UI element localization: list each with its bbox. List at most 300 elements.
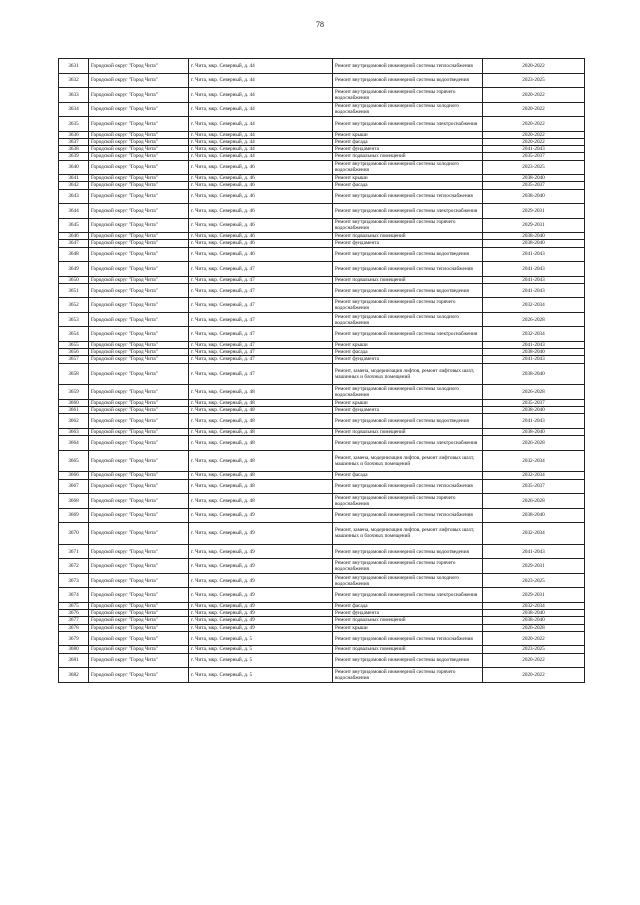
table-row <box>59 189 585 204</box>
row-number: 3661 <box>59 407 89 414</box>
table-row <box>59 588 585 603</box>
row-work: Ремонт подвальных помещений <box>333 646 483 653</box>
row-work: Ремонт внутридомовой инженерной системы горячего водоснабжения <box>333 298 483 313</box>
table-row <box>59 385 585 400</box>
row-work: Ремонт внутридомовой инженерной системы холодного водоснабжения <box>333 160 483 175</box>
row-district: Городской округ "Город Чита" <box>89 204 189 219</box>
row-period: 2032-2034 <box>483 298 585 313</box>
row-district: Городской округ "Город Чита" <box>89 247 189 262</box>
row-work: Ремонт фасада <box>333 138 483 145</box>
row-work: Ремонт внутридомовой инженерной системы водоотведения <box>333 414 483 429</box>
row-address: г. Чита, мкр. Северный, д. 49 <box>189 624 333 631</box>
row-period: 2032-2034 <box>483 523 585 545</box>
row-address: г. Чита, мкр. Северный, д. 48 <box>189 450 333 472</box>
row-work: Ремонт подвальных помещений <box>333 276 483 283</box>
row-address: г. Чита, мкр. Северный, д. 47 <box>189 262 333 277</box>
row-number: 3655 <box>59 341 89 348</box>
row-period: 2038-2040 <box>483 617 585 624</box>
row-address: г. Чита, мкр. Северный, д. 44 <box>189 131 333 138</box>
row-address: г. Чита, мкр. Северный, д. 49 <box>189 602 333 609</box>
row-address: г. Чита, мкр. Северный, д. 47 <box>189 298 333 313</box>
row-period: 2041-2043 <box>483 341 585 348</box>
row-work: Ремонт внутридомовой инженерной системы теплоснабжения <box>333 262 483 277</box>
row-number: 3663 <box>59 428 89 435</box>
row-period: 2038-2040 <box>483 407 585 414</box>
row-address: г. Чита, мкр. Северный, д. 44 <box>189 153 333 160</box>
row-district: Городской округ "Город Чита" <box>89 146 189 153</box>
table-row <box>59 175 585 182</box>
row-address: г. Чита, мкр. Северный, д. 5 <box>189 668 333 683</box>
row-work: Ремонт внутридомовой инженерной системы горячего водоснабжения <box>333 559 483 574</box>
table-row <box>59 298 585 313</box>
row-address: г. Чита, мкр. Северный, д. 46 <box>189 175 333 182</box>
row-work: Ремонт внутридомовой инженерной системы электроснабжения <box>333 204 483 219</box>
row-district: Городской округ "Город Чита" <box>89 653 189 668</box>
row-work: Ремонт, замена, модернизация лифтов, ремонт лифтовых шахт, машинных и блочных помещений <box>333 363 483 385</box>
row-district: Городской округ "Город Чита" <box>89 262 189 277</box>
row-work: Ремонт внутридомовой инженерной системы горячего водоснабжения <box>333 494 483 509</box>
table-row <box>59 160 585 175</box>
row-number: 3641 <box>59 175 89 182</box>
row-work: Ремонт фасада <box>333 602 483 609</box>
row-period: 2032-2034 <box>483 327 585 342</box>
row-period: 2029-2031 <box>483 588 585 603</box>
table-row <box>59 247 585 262</box>
row-work: Ремонт внутридомовой инженерной системы электроснабжения <box>333 588 483 603</box>
row-work: Ремонт внутридомовой инженерной системы электроснабжения <box>333 117 483 132</box>
repair-schedule-table <box>58 58 585 683</box>
table-row <box>59 494 585 509</box>
row-number: 3675 <box>59 602 89 609</box>
table-row <box>59 131 585 138</box>
row-number: 3649 <box>59 262 89 277</box>
row-period: 2038-2040 <box>483 233 585 240</box>
row-number: 3660 <box>59 399 89 406</box>
row-district: Городской округ "Город Чита" <box>89 472 189 479</box>
row-work: Ремонт внутридомовой инженерной системы холодного водоснабжения <box>333 573 483 588</box>
row-period: 2032-2034 <box>483 602 585 609</box>
row-number: 3680 <box>59 646 89 653</box>
row-period: 2041-2043 <box>483 262 585 277</box>
row-number: 3644 <box>59 204 89 219</box>
row-address: г. Чита, мкр. Северный, д. 49 <box>189 508 333 523</box>
row-period: 2023-2025 <box>483 73 585 88</box>
page-number: 78 <box>316 20 324 29</box>
row-number: 3659 <box>59 385 89 400</box>
row-address: г. Чита, мкр. Северный, д. 46 <box>189 204 333 219</box>
table-row <box>59 399 585 406</box>
row-period: 2038-2040 <box>483 428 585 435</box>
row-work: Ремонт фасада <box>333 182 483 189</box>
row-period: 2026-2028 <box>483 312 585 327</box>
row-address: г. Чита, мкр. Северный, д. 48 <box>189 414 333 429</box>
row-work: Ремонт внутридомовой инженерной системы водоотведения <box>333 653 483 668</box>
row-district: Городской округ "Город Чита" <box>89 668 189 683</box>
row-address: г. Чита, мкр. Северный, д. 46 <box>189 218 333 233</box>
row-number: 3665 <box>59 450 89 472</box>
row-work: Ремонт внутридомовой инженерной системы электроснабжения <box>333 327 483 342</box>
table-row <box>59 349 585 356</box>
table-row <box>59 276 585 283</box>
row-number: 3648 <box>59 247 89 262</box>
row-number: 3639 <box>59 153 89 160</box>
row-work: Ремонт внутридомовой инженерной системы теплоснабжения <box>333 508 483 523</box>
row-period: 2038-2040 <box>483 363 585 385</box>
row-district: Городской округ "Город Чита" <box>89 363 189 385</box>
row-address: г. Чита, мкр. Северный, д. 49 <box>189 573 333 588</box>
row-number: 3674 <box>59 588 89 603</box>
row-number: 3640 <box>59 160 89 175</box>
row-address: г. Чита, мкр. Северный, д. 46 <box>189 240 333 247</box>
row-number: 3673 <box>59 573 89 588</box>
table-row <box>59 73 585 88</box>
row-period: 2026-2028 <box>483 436 585 451</box>
row-district: Городской округ "Город Чита" <box>89 153 189 160</box>
row-period: 2020-2022 <box>483 631 585 646</box>
table-row <box>59 327 585 342</box>
row-address: г. Чита, мкр. Северный, д. 47 <box>189 356 333 363</box>
row-number: 3667 <box>59 479 89 494</box>
row-period: 2020-2022 <box>483 88 585 103</box>
table-row <box>59 668 585 683</box>
table-row <box>59 240 585 247</box>
table-row <box>59 414 585 429</box>
row-address: г. Чита, мкр. Северный, д. 46 <box>189 160 333 175</box>
row-period: 2020-2022 <box>483 131 585 138</box>
row-period: 2041-2043 <box>483 276 585 283</box>
row-number: 3631 <box>59 59 89 74</box>
row-work: Ремонт подвальных помещений <box>333 233 483 240</box>
row-district: Городской округ "Город Чита" <box>89 160 189 175</box>
row-number: 3662 <box>59 414 89 429</box>
table-row <box>59 610 585 617</box>
row-district: Городской округ "Город Чита" <box>89 283 189 298</box>
row-number: 3658 <box>59 363 89 385</box>
row-period: 2041-2043 <box>483 356 585 363</box>
row-district: Городской округ "Город Чита" <box>89 312 189 327</box>
table-row <box>59 602 585 609</box>
row-period: 2029-2031 <box>483 559 585 574</box>
row-work: Ремонт внутридомовой инженерной системы водоотведения <box>333 73 483 88</box>
table-row <box>59 312 585 327</box>
row-period: 2038-2040 <box>483 508 585 523</box>
row-district: Городской округ "Город Чита" <box>89 341 189 348</box>
row-number: 3646 <box>59 233 89 240</box>
row-work: Ремонт внутридомовой инженерной системы холодного водоснабжения <box>333 312 483 327</box>
row-period: 2041-2043 <box>483 544 585 559</box>
table-row <box>59 356 585 363</box>
row-district: Городской округ "Город Чита" <box>89 298 189 313</box>
row-number: 3669 <box>59 508 89 523</box>
table-row <box>59 508 585 523</box>
row-address: г. Чита, мкр. Северный, д. 49 <box>189 617 333 624</box>
row-address: г. Чита, мкр. Северный, д. 44 <box>189 102 333 117</box>
row-address: г. Чита, мкр. Северный, д. 46 <box>189 182 333 189</box>
row-number: 3681 <box>59 653 89 668</box>
row-number: 3645 <box>59 218 89 233</box>
table-row <box>59 102 585 117</box>
row-work: Ремонт фундамента <box>333 146 483 153</box>
table-row <box>59 631 585 646</box>
row-number: 3679 <box>59 631 89 646</box>
row-address: г. Чита, мкр. Северный, д. 44 <box>189 73 333 88</box>
row-address: г. Чита, мкр. Северный, д. 44 <box>189 117 333 132</box>
row-number: 3642 <box>59 182 89 189</box>
row-address: г. Чита, мкр. Северный, д. 46 <box>189 247 333 262</box>
row-address: г. Чита, мкр. Северный, д. 49 <box>189 544 333 559</box>
row-district: Городской округ "Город Чита" <box>89 182 189 189</box>
row-address: г. Чита, мкр. Северный, д. 48 <box>189 479 333 494</box>
row-period: 2029-2031 <box>483 218 585 233</box>
table-row <box>59 573 585 588</box>
table-row <box>59 262 585 277</box>
table-row <box>59 283 585 298</box>
row-work: Ремонт фундамента <box>333 240 483 247</box>
row-address: г. Чита, мкр. Северный, д. 47 <box>189 312 333 327</box>
row-number: 3652 <box>59 298 89 313</box>
row-address: г. Чита, мкр. Северный, д. 47 <box>189 327 333 342</box>
row-district: Городской округ "Город Чита" <box>89 617 189 624</box>
row-period: 2038-2040 <box>483 349 585 356</box>
row-number: 3668 <box>59 494 89 509</box>
row-number: 3653 <box>59 312 89 327</box>
row-district: Городской округ "Город Чита" <box>89 428 189 435</box>
row-address: г. Чита, мкр. Северный, д. 47 <box>189 349 333 356</box>
row-period: 2023-2025 <box>483 573 585 588</box>
row-number: 3638 <box>59 146 89 153</box>
row-address: г. Чита, мкр. Северный, д. 47 <box>189 283 333 298</box>
table-row <box>59 138 585 145</box>
row-address: г. Чита, мкр. Северный, д. 48 <box>189 436 333 451</box>
table-row <box>59 472 585 479</box>
table-row <box>59 617 585 624</box>
row-work: Ремонт внутридомовой инженерной системы электроснабжения <box>333 436 483 451</box>
row-number: 3633 <box>59 88 89 103</box>
row-address: г. Чита, мкр. Северный, д. 44 <box>189 59 333 74</box>
table-row <box>59 407 585 414</box>
table-row <box>59 544 585 559</box>
row-district: Городской округ "Город Чита" <box>89 450 189 472</box>
table-row <box>59 182 585 189</box>
row-work: Ремонт внутридомовой инженерной системы водоотведения <box>333 247 483 262</box>
row-work: Ремонт фундамента <box>333 610 483 617</box>
row-period: 2038-2040 <box>483 175 585 182</box>
row-period: 2020-2022 <box>483 138 585 145</box>
row-address: г. Чита, мкр. Северный, д. 46 <box>189 189 333 204</box>
row-work: Ремонт, замена, модернизация лифтов, ремонт лифтовых шахт, машинных и блочных помещений <box>333 450 483 472</box>
row-district: Городской округ "Город Чита" <box>89 399 189 406</box>
row-district: Городской округ "Город Чита" <box>89 102 189 117</box>
table-row <box>59 479 585 494</box>
row-address: г. Чита, мкр. Северный, д. 44 <box>189 146 333 153</box>
row-number: 3670 <box>59 523 89 545</box>
table-row <box>59 117 585 132</box>
row-period: 2041-2043 <box>483 414 585 429</box>
row-district: Городской округ "Город Чита" <box>89 240 189 247</box>
row-address: г. Чита, мкр. Северный, д. 47 <box>189 341 333 348</box>
row-address: г. Чита, мкр. Северный, д. 47 <box>189 276 333 283</box>
row-district: Городской округ "Город Чита" <box>89 414 189 429</box>
row-number: 3635 <box>59 117 89 132</box>
row-district: Городской округ "Город Чита" <box>89 407 189 414</box>
row-district: Городской округ "Город Чита" <box>89 624 189 631</box>
row-work: Ремонт внутридомовой инженерной системы водоотведения <box>333 283 483 298</box>
row-number: 3672 <box>59 559 89 574</box>
table-row <box>59 523 585 545</box>
row-address: г. Чита, мкр. Северный, д. 49 <box>189 588 333 603</box>
row-work: Ремонт фасада <box>333 349 483 356</box>
row-district: Городской округ "Город Чита" <box>89 631 189 646</box>
row-work: Ремонт крыши <box>333 341 483 348</box>
row-work: Ремонт внутридомовой инженерной системы водоотведения <box>333 544 483 559</box>
row-work: Ремонт внутридомовой инженерной системы теплоснабжения <box>333 59 483 74</box>
row-work: Ремонт фундамента <box>333 356 483 363</box>
row-work: Ремонт внутридомовой инженерной системы теплоснабжения <box>333 189 483 204</box>
row-district: Городской округ "Город Чита" <box>89 73 189 88</box>
row-period: 2020-2022 <box>483 653 585 668</box>
row-period: 2020-2022 <box>483 102 585 117</box>
row-address: г. Чита, мкр. Северный, д. 48 <box>189 472 333 479</box>
row-number: 3634 <box>59 102 89 117</box>
row-district: Городской округ "Город Чита" <box>89 544 189 559</box>
row-period: 2035-2037 <box>483 182 585 189</box>
row-work: Ремонт подвальных помещений <box>333 428 483 435</box>
row-number: 3656 <box>59 349 89 356</box>
row-period: 2020-2022 <box>483 117 585 132</box>
row-number: 3643 <box>59 189 89 204</box>
row-period: 2020-2022 <box>483 668 585 683</box>
row-district: Городской округ "Город Чита" <box>89 138 189 145</box>
row-number: 3637 <box>59 138 89 145</box>
table-row <box>59 233 585 240</box>
row-district: Городской округ "Город Чита" <box>89 327 189 342</box>
row-work: Ремонт внутридомовой инженерной системы горячего водоснабжения <box>333 668 483 683</box>
row-period: 2029-2031 <box>483 204 585 219</box>
table-row <box>59 436 585 451</box>
row-address: г. Чита, мкр. Северный, д. 5 <box>189 653 333 668</box>
table-row <box>59 450 585 472</box>
row-work: Ремонт внутридомовой инженерной системы горячего водоснабжения <box>333 218 483 233</box>
row-district: Городской округ "Город Чита" <box>89 479 189 494</box>
row-number: 3657 <box>59 356 89 363</box>
row-number: 3664 <box>59 436 89 451</box>
row-district: Городской округ "Город Чита" <box>89 436 189 451</box>
row-address: г. Чита, мкр. Северный, д. 44 <box>189 138 333 145</box>
table-row <box>59 88 585 103</box>
row-period: 2026-2028 <box>483 624 585 631</box>
row-period: 2041-2043 <box>483 247 585 262</box>
table-row <box>59 204 585 219</box>
row-work: Ремонт крыши <box>333 624 483 631</box>
row-district: Городской округ "Город Чита" <box>89 349 189 356</box>
row-district: Городской округ "Город Чита" <box>89 508 189 523</box>
row-number: 3647 <box>59 240 89 247</box>
row-period: 2020-2022 <box>483 59 585 74</box>
row-work: Ремонт подвальных помещений <box>333 153 483 160</box>
row-district: Городской округ "Город Чита" <box>89 588 189 603</box>
table-row <box>59 559 585 574</box>
row-district: Городской округ "Город Чита" <box>89 59 189 74</box>
row-period: 2026-2028 <box>483 494 585 509</box>
table-row <box>59 153 585 160</box>
row-district: Городской округ "Город Чита" <box>89 276 189 283</box>
row-district: Городской округ "Город Чита" <box>89 385 189 400</box>
row-work: Ремонт подвальных помещений <box>333 617 483 624</box>
row-number: 3678 <box>59 624 89 631</box>
row-work: Ремонт фундамента <box>333 407 483 414</box>
row-work: Ремонт внутридомовой инженерной системы холодного водоснабжения <box>333 102 483 117</box>
row-address: г. Чита, мкр. Северный, д. 5 <box>189 646 333 653</box>
row-period: 2041-2043 <box>483 146 585 153</box>
row-district: Городской округ "Город Чита" <box>89 189 189 204</box>
row-work: Ремонт внутридомовой инженерной системы теплоснабжения <box>333 631 483 646</box>
table-row <box>59 646 585 653</box>
row-address: г. Чита, мкр. Северный, д. 48 <box>189 385 333 400</box>
row-district: Городской округ "Город Чита" <box>89 175 189 182</box>
row-address: г. Чита, мкр. Северный, д. 44 <box>189 88 333 103</box>
row-district: Городской округ "Город Чита" <box>89 494 189 509</box>
row-number: 3650 <box>59 276 89 283</box>
table-row <box>59 341 585 348</box>
row-number: 3651 <box>59 283 89 298</box>
row-work: Ремонт крыши <box>333 131 483 138</box>
row-district: Городской округ "Город Чита" <box>89 646 189 653</box>
row-district: Городской округ "Город Чита" <box>89 117 189 132</box>
row-address: г. Чита, мкр. Северный, д. 5 <box>189 631 333 646</box>
row-period: 2038-2040 <box>483 240 585 247</box>
row-work: Ремонт крыши <box>333 175 483 182</box>
row-period: 2023-2025 <box>483 646 585 653</box>
row-number: 3676 <box>59 610 89 617</box>
row-district: Городской округ "Город Чита" <box>89 88 189 103</box>
row-number: 3654 <box>59 327 89 342</box>
row-number: 3677 <box>59 617 89 624</box>
row-number: 3666 <box>59 472 89 479</box>
row-district: Городской округ "Город Чита" <box>89 573 189 588</box>
table-row <box>59 218 585 233</box>
row-work: Ремонт крыши <box>333 399 483 406</box>
table-row <box>59 363 585 385</box>
row-address: г. Чита, мкр. Северный, д. 49 <box>189 559 333 574</box>
row-period: 2035-2037 <box>483 399 585 406</box>
row-number: 3671 <box>59 544 89 559</box>
row-address: г. Чита, мкр. Северный, д. 47 <box>189 363 333 385</box>
row-work: Ремонт фасада <box>333 472 483 479</box>
row-work: Ремонт внутридомовой инженерной системы горячего водоснабжения <box>333 88 483 103</box>
row-number: 3632 <box>59 73 89 88</box>
table-row <box>59 428 585 435</box>
row-period: 2038-2040 <box>483 610 585 617</box>
row-work: Ремонт, замена, модернизация лифтов, ремонт лифтовых шахт, машинных и блочных помещений <box>333 523 483 545</box>
table-row <box>59 146 585 153</box>
table-row <box>59 59 585 74</box>
row-period: 2032-2034 <box>483 472 585 479</box>
row-work: Ремонт внутридомовой инженерной системы холодного водоснабжения <box>333 385 483 400</box>
row-address: г. Чита, мкр. Северный, д. 48 <box>189 494 333 509</box>
row-district: Городской округ "Город Чита" <box>89 233 189 240</box>
row-period: 2023-2025 <box>483 160 585 175</box>
row-address: г. Чита, мкр. Северный, д. 48 <box>189 399 333 406</box>
row-period: 2041-2043 <box>483 283 585 298</box>
row-district: Городской округ "Город Чита" <box>89 523 189 545</box>
row-period: 2035-2037 <box>483 479 585 494</box>
row-period: 2035-2037 <box>483 153 585 160</box>
row-district: Городской округ "Город Чита" <box>89 356 189 363</box>
row-period: 2038-2040 <box>483 189 585 204</box>
row-address: г. Чита, мкр. Северный, д. 46 <box>189 233 333 240</box>
row-district: Городской округ "Город Чита" <box>89 218 189 233</box>
row-number: 3682 <box>59 668 89 683</box>
